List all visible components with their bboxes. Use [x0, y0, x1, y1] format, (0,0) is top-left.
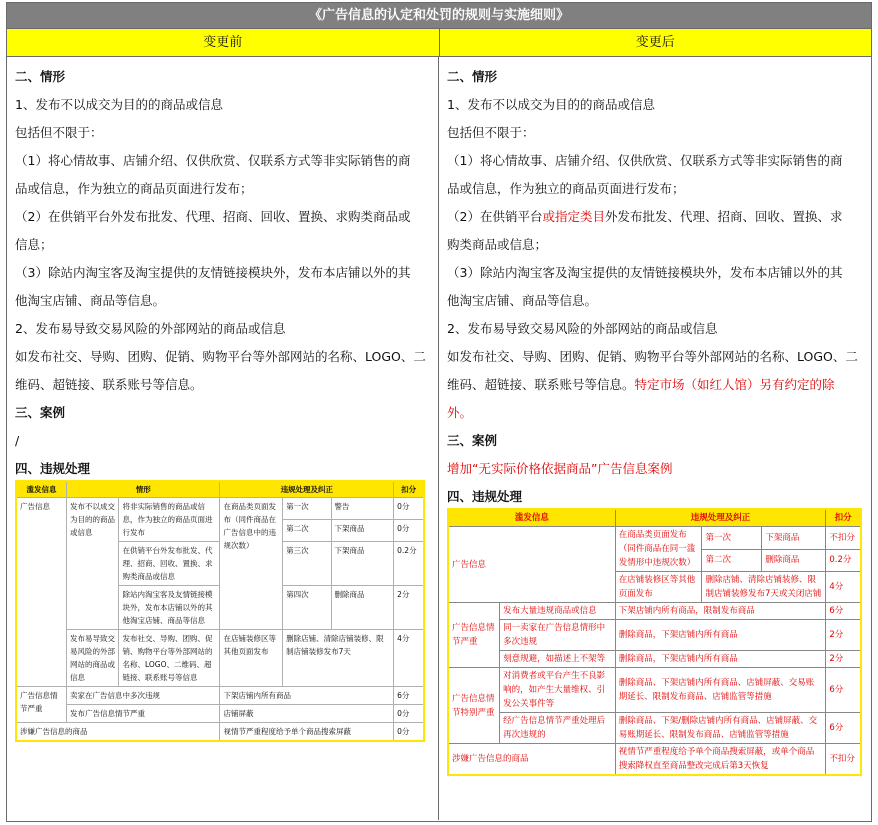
- cell-n2: 第二次: [283, 520, 331, 542]
- cell-case-2: 在供销平台外发布批发、代理、招商、回收、置换、求购类商品或信息: [119, 542, 220, 586]
- before-section-4: 四、违规处理: [15, 461, 91, 476]
- cell-s1-after: 不扣分: [826, 527, 861, 550]
- before-point-3a: （3）除站内淘宝客及淘宝提供的友情链接模块外，发布本店铺以外的其: [15, 265, 411, 280]
- after-item-1: 1、发布不以成交为目的的商品或信息: [447, 97, 655, 112]
- cell-ser1-s: 6分: [394, 687, 424, 705]
- cell-s5: 4分: [394, 630, 424, 687]
- cell-v2-s-after: 6分: [826, 713, 861, 744]
- after-case: 增加“无实际价格依据商品”广告信息案例: [447, 461, 673, 476]
- cell-other-page: 在店铺装修区等其他页面发布: [220, 630, 283, 687]
- before-item-1: 1、发布不以成交为目的的商品或信息: [15, 97, 223, 112]
- cell-s3: 0.2分: [394, 542, 424, 586]
- before-point-3b: 他淘宝店铺、商品等信息。: [15, 293, 166, 308]
- th-score-after: 扣分: [826, 509, 861, 527]
- cell-s1: 0分: [394, 498, 424, 520]
- cell-ser1-after: 发布大量违规商品或信息: [500, 603, 616, 620]
- cell-v2-after: 经广告信息情节严重处理后再次违规的: [500, 713, 616, 744]
- after-point-1b: 品或信息，作为独立的商品页面进行发布；: [447, 181, 685, 196]
- header-before: 变更前: [7, 29, 440, 56]
- cell-inv-h: 视情节严重程度给予单个商品搜索屏蔽: [220, 723, 394, 742]
- cell-s4: 2分: [394, 586, 424, 630]
- cell-serious: 广告信息情节严重: [16, 687, 66, 723]
- cell-v1-h-after: 删除商品、下架店铺内所有商品、店铺屏蔽、交易账期延长、限制发布商品、店铺监管等措施: [615, 668, 826, 713]
- th-score: 扣分: [394, 481, 424, 498]
- cell-ser2-s-after: 2分: [826, 620, 861, 651]
- before-point-1b: 品或信息，作为独立的商品页面进行发布；: [15, 181, 253, 196]
- cell-a1: 警告: [331, 498, 394, 520]
- cell-ser2-h-after: 删除商品，下架店铺内所有商品: [615, 620, 826, 651]
- before-column: [7, 57, 439, 820]
- before-example-b: 维码、超链接、联系账号等信息。: [15, 377, 203, 392]
- cell-ser3-after: 刻意规避，如描述上不架等: [500, 651, 616, 668]
- cell-ser2: 发布广告信息情节严重: [66, 705, 219, 723]
- cell-case-3: 除站内淘宝客及友情链接模块外，发布本店铺以外的其他淘宝店铺、商品等信息: [119, 586, 220, 630]
- cell-other-page-after: 在店铺装修区等其他页面发布: [615, 572, 702, 603]
- before-section-3: 三、案例: [15, 405, 66, 420]
- cell-nodeal: 发布不以成交为目的的商品或信息: [66, 498, 119, 630]
- before-example-a: 如发布社交、导购、团购、促销、购物平台等外部网站的名称、LOGO、二: [15, 349, 426, 364]
- cell-other-action-after: 删除店铺、清除店铺装修、限制店铺装修发布7天或关闭店铺: [702, 572, 826, 603]
- cell-v2-h-after: 删除商品、下架/删除店铺内所有商品、店铺屏蔽、交易账期延长、限制发布商品、店铺监管等措施: [615, 713, 826, 744]
- cell-ser2-s: 0分: [394, 705, 424, 723]
- cell-ad-after: 广告信息: [448, 527, 615, 603]
- cell-ser3-h-after: 删除商品，下架店铺内所有商品: [615, 651, 826, 668]
- after-point-3b: 他淘宝店铺、商品等信息。: [447, 293, 598, 308]
- after-point-1a: （1）将心情故事、店铺介绍、仅供欣赏、仅联系方式等非实际销售的商: [447, 153, 843, 168]
- cell-case-1: 将非实际销售的商品或信息，作为独立的商品页面进行发布: [119, 498, 220, 542]
- after-item-2: 2、发布易导致交易风险的外部网站的商品或信息: [447, 321, 718, 336]
- after-include: 包括但不限于：: [447, 125, 535, 140]
- cell-n2-after: 第二次: [702, 549, 762, 572]
- cell-inv-s-after: 不扣分: [826, 744, 861, 776]
- before-point-2a: （2）在供销平台外发布批发、代理、招商、回收、置换、求购类商品或: [15, 209, 411, 224]
- before-item-2: 2、发布易导致交易风险的外部网站的商品或信息: [15, 321, 286, 336]
- cell-ser1-s-after: 6分: [826, 603, 861, 620]
- cell-serious-after: 广告信息情节严重: [448, 603, 500, 668]
- cell-v1-s-after: 6分: [826, 668, 861, 713]
- cell-page-handle-after: 在商品类页面发布（同件商品在同一滥发情形中违规次数）: [615, 527, 702, 572]
- document-frame: [6, 2, 872, 822]
- after-section-3: 三、案例: [447, 433, 498, 448]
- after-example-a: 如发布社交、导购、团购、促销、购物平台等外部网站的名称、LOGO、二: [447, 349, 858, 364]
- cell-ser1-h: 下架店铺内所有商品: [220, 687, 394, 705]
- after-point-2b: 购类商品或信息；: [447, 237, 548, 252]
- cell-n1-after: 第一次: [702, 527, 762, 550]
- cell-ser2-h: 店铺屏蔽: [220, 705, 394, 723]
- th-info: 滥发信息: [16, 481, 66, 498]
- cell-involve-after: 涉嫌广告信息的商品: [448, 744, 615, 776]
- after-section-2: 二、情形: [447, 69, 498, 84]
- cell-ser3-s-after: 2分: [826, 651, 861, 668]
- before-point-2b: 信息；: [15, 237, 53, 252]
- cell-s3-after: 4分: [826, 572, 861, 603]
- before-point-1a: （1）将心情故事、店铺介绍、仅供欣赏、仅联系方式等非实际销售的商: [15, 153, 411, 168]
- cell-ser2-after: 同一卖家在广告信息情形中多次违规: [500, 620, 616, 651]
- before-case: /: [15, 433, 20, 448]
- cell-n1: 第一次: [283, 498, 331, 520]
- th-info-after: 滥发信息: [448, 509, 615, 527]
- th-case: 情形: [66, 481, 219, 498]
- after-point-3a: （3）除站内淘宝客及淘宝提供的友情链接模块外，发布本店铺以外的其: [447, 265, 843, 280]
- column-headers: [7, 29, 871, 57]
- before-penalty-table: [15, 480, 425, 742]
- cell-inv-h-after: 视情节严重程度给予单个商品搜索屏蔽，或单个商品搜索降权直至商品整改完成后第3天恢复: [615, 744, 826, 776]
- cell-a4: 删除商品: [331, 586, 394, 630]
- cell-s2: 0分: [394, 520, 424, 542]
- cell-ext: 发布易导致交易风险的外部网站的商品或信息: [66, 630, 119, 687]
- before-section-2: 二、情形: [15, 69, 66, 84]
- cell-ext-desc: 发布社交、导购、团购、促销、购物平台等外部网站的名称、LOGO、二维码、超链接、联系账号等信息: [119, 630, 220, 687]
- columns: [7, 57, 871, 820]
- cell-s2-after: 0.2分: [826, 549, 861, 572]
- after-column: [439, 57, 871, 820]
- cell-v1-after: 对消费者或平台产生不良影响的，如产生大量维权、引发公关事件等: [500, 668, 616, 713]
- cell-a1-after: 下架商品: [762, 527, 826, 550]
- after-example-c: 外。: [447, 405, 473, 420]
- after-added-category: 或指定类目: [542, 209, 605, 224]
- cell-involve: 涉嫌广告信息的商品: [16, 723, 220, 742]
- after-section-4: 四、违规处理: [447, 489, 523, 504]
- after-example-b: 维码、超链接、联系账号等信息。特定市场（如红人馆）另有约定的除: [447, 377, 835, 392]
- after-point-2a: （2）在供销平台或指定类目外发布批发、代理、招商、回收、置换、求: [447, 209, 843, 224]
- cell-ser1-h-after: 下架店铺内所有商品，限制发布商品: [615, 603, 826, 620]
- cell-a2-after: 删除商品: [762, 549, 826, 572]
- document-title: 《广告信息的认定和处罚的规则与实施细则》: [7, 3, 871, 29]
- after-penalty-table: [447, 508, 862, 776]
- cell-other-action: 删除店铺、清除店铺装修、限制店铺装修发布7天: [283, 630, 394, 687]
- cell-page-handle: 在商品类页面发布（同件商品在广告信息中的违规次数）: [220, 498, 283, 630]
- header-after: 变更后: [635, 35, 675, 50]
- cell-a3: 下架商品: [331, 542, 394, 586]
- cell-n3: 第三次: [283, 542, 331, 586]
- cell-inv-s: 0分: [394, 723, 424, 742]
- cell-very-serious-after: 广告信息情节特别严重: [448, 668, 500, 744]
- cell-n4: 第四次: [283, 586, 331, 630]
- cell-a2: 下架商品: [331, 520, 394, 542]
- before-include: 包括但不限于：: [15, 125, 103, 140]
- after-added-exception: 特定市场（如红人馆）另有约定的除: [634, 377, 835, 392]
- th-handle-after: 违规处理及纠正: [615, 509, 826, 527]
- cell-ser1: 卖家在广告信息中多次违规: [66, 687, 219, 705]
- th-handle: 违规处理及纠正: [220, 481, 394, 498]
- cell-ad: 广告信息: [16, 498, 66, 687]
